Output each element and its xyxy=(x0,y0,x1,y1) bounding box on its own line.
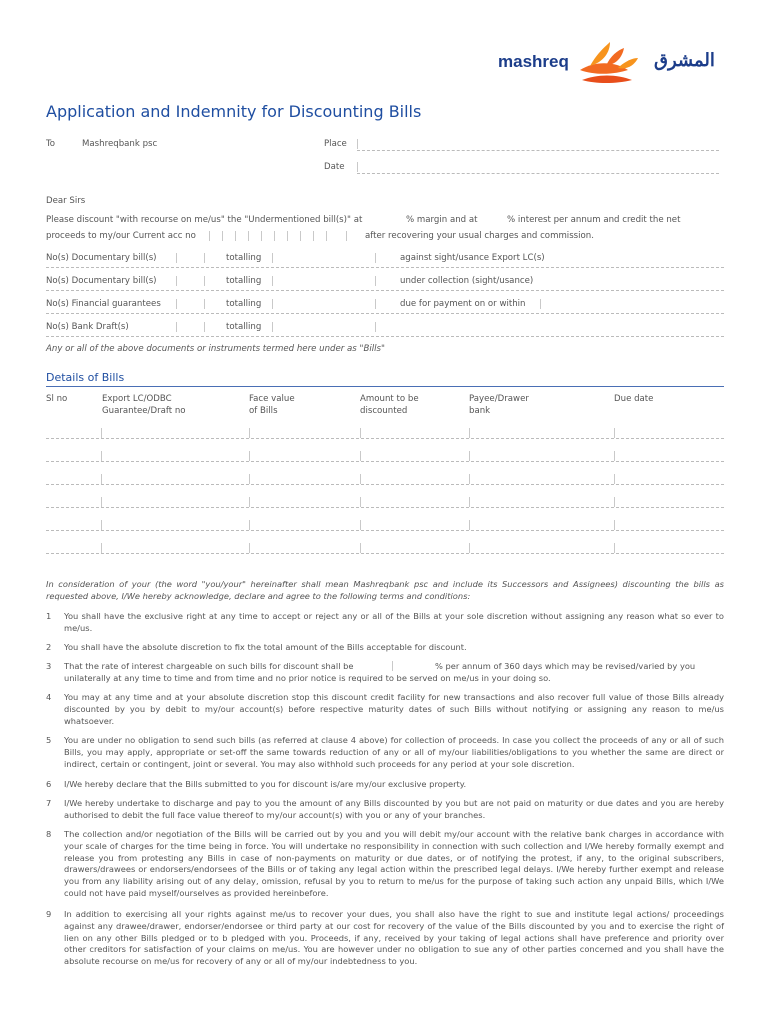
place-label: Place xyxy=(324,139,347,149)
doc-row xyxy=(0,276,770,290)
term-text: I/We hereby undertake to discharge and pay to you the amount of any Bills discounted by you but are not paid on maturity or due dates and you are hereby authorised to debit the full face value thereof to my/our account(s) with you or any of your branches. xyxy=(64,798,724,820)
doc-row-label: No(s) Bank Draft(s) xyxy=(46,322,129,332)
doc-row-right: against sight/usance Export LC(s) xyxy=(400,253,545,263)
doc-row-totalling: totalling xyxy=(226,253,262,263)
term-number: 8 xyxy=(46,829,52,839)
term-text: The collection and/or negotiation of the Bills will be carried out by you and you will debit my/our account with the relative bank charges in accordance with your scale of charges for the time being in force. You will undertake no responsibility in connection with such collection and I/We hereby formally exempt and release you from protesting any Bills in case of non-payments on maturity or due dates, or of notifying the protest, if any, to the original subscribers, drawers/drawees or endorsers/endorsees of the Bills or of taking any legal action within the prescribed legal delays. I/We hereby further exempt and release you from any liability arising out of any delay, omission, refusal by you to return to me/us for the purpose of taking such action any unpaid Bills, which I/We could not have paid myself/ourselves as provided hereinbefore. xyxy=(64,829,724,898)
term-text: You may at any time and at your absolute discretion stop this discount credit facility for new transactions and also recover full value of those Bills already discounted by you by debit to my/our account(s) before respective maturity dates of such Bills without notifying or assigning any reason to me/us whatsoever. xyxy=(64,692,724,726)
doc-row-right: under collection (sight/usance) xyxy=(400,276,534,286)
bill-row[interactable] xyxy=(0,542,770,554)
mashreq-logo-icon xyxy=(576,40,648,84)
term-number: 6 xyxy=(46,779,52,789)
term-number: 9 xyxy=(46,909,52,919)
term-number: 7 xyxy=(46,798,52,808)
brand-logo-arabic: المشرق xyxy=(654,50,715,70)
term-text: You shall have the absolute discretion to fix the total amount of the Bills acceptable for discount. xyxy=(64,642,467,652)
intro-text-e: after recovering your usual charges and commission. xyxy=(365,231,594,241)
doc-row-line[interactable] xyxy=(46,290,724,291)
page-title: Application and Indemnity for Discounting Bills xyxy=(46,102,422,121)
intro-text-c: % interest per annum and credit the net xyxy=(507,215,681,225)
intro-text-d: proceeds to my/our Current acc no xyxy=(46,231,196,241)
details-heading: Details of Bills xyxy=(46,371,125,384)
term-text-a: That the rate of interest chargeable on such bills for discount shall be xyxy=(64,661,354,671)
doc-row-right: due for payment on or within xyxy=(400,299,526,309)
interest-rate-field[interactable] xyxy=(392,661,393,671)
column-header: Sl no xyxy=(46,394,68,404)
doc-row-label: No(s) Documentary bill(s) xyxy=(46,276,157,286)
bills-note: Any or all of the above documents or instruments termed here under as "Bills" xyxy=(46,344,385,354)
doc-row-label: No(s) Financial guarantees xyxy=(46,299,161,309)
bill-row[interactable] xyxy=(0,519,770,531)
doc-row-label: No(s) Documentary bill(s) xyxy=(46,253,157,263)
term-text-b: % per annum of 360 days which may be revised/varied by you xyxy=(435,661,696,671)
term-number: 4 xyxy=(46,692,52,702)
date-field-marker xyxy=(357,162,358,172)
term-number: 3 xyxy=(46,661,52,671)
place-field-marker xyxy=(357,139,358,149)
column-header: Export LC/ODBC Guarantee/Draft no xyxy=(102,394,186,416)
column-header: Payee/Drawer bank xyxy=(469,394,529,416)
term-text: In addition to exercising all your rights against me/us to recover your dues, you shall also have the right to sue and institute legal actions/ proceedings against any drawee/drawer, endorser/endorsee or third party at our cost for recovery of the value of the Bills discounted by you and to exercise the right of lien on any other Bills pledged or to b pledged with you. Proceeds, if any, received by your taking of legal actions shall have preference and priority over other creditors for satisfaction of your claims on me/us. You are however under no obligation to sue any of other parties concerned and you shall have the absolute recourse on me/us for recovery of any or all of my/our indebtedness to you. xyxy=(64,909,724,967)
to-value: Mashreqbank psc xyxy=(82,139,158,149)
bill-row[interactable] xyxy=(0,450,770,462)
bill-row[interactable] xyxy=(0,473,770,485)
term-text: You shall have the exclusive right at any time to accept or reject any or all of the Bills at your sole discretion without assigning any reason what so ever to me/us. xyxy=(64,611,724,633)
doc-row xyxy=(0,322,770,336)
term-text-c: unilaterally at any time to time and from time and no prior notice is required to be served on me/us in your doing so. xyxy=(64,673,551,683)
date-field[interactable] xyxy=(357,173,719,174)
doc-row-totalling: totalling xyxy=(226,299,262,309)
term-number: 5 xyxy=(46,735,52,745)
column-header: Face value of Bills xyxy=(249,394,295,416)
brand-logo-text: mashreq xyxy=(498,52,569,71)
bill-row[interactable] xyxy=(0,427,770,439)
term-text: I/We hereby declare that the Bills submitted to you for discount is/are my/our exclusive property. xyxy=(64,779,467,789)
doc-row-line[interactable] xyxy=(46,267,724,268)
details-divider xyxy=(46,386,724,387)
date-label: Date xyxy=(324,162,345,172)
doc-row-line[interactable] xyxy=(46,313,724,314)
doc-row xyxy=(0,253,770,267)
doc-row-totalling: totalling xyxy=(226,322,262,332)
bill-row[interactable] xyxy=(0,496,770,508)
term-number: 1 xyxy=(46,611,52,621)
place-field[interactable] xyxy=(357,150,719,151)
column-header: Due date xyxy=(614,394,654,404)
term-number: 2 xyxy=(46,642,52,652)
doc-row xyxy=(0,299,770,313)
term-text: You are under no obligation to send such bills (as referred at clause 4 above) for collection of proceeds. In case you collect the proceeds of any or all of such Bills, you may apply, appropriate or set-off the same towards reduction of any or all of my/our liabilities/obligations to you whether the same are direct or indirect, certain or contingent, joint or several. You may also withhold such proceeds for any period at your sole discretion. xyxy=(64,735,724,769)
consideration-text: In consideration of your (the word "you/your" hereinafter shall mean Mashreqbank psc and include its Successors and Assignees) discounting the bills as requested above, I/We hereby acknowledge, declare and agree to the following terms and conditions: xyxy=(46,579,724,601)
column-header: Amount to be discounted xyxy=(360,394,419,416)
intro-text-b: % margin and at xyxy=(406,215,478,225)
to-label: To xyxy=(46,139,56,149)
doc-row-totalling: totalling xyxy=(226,276,262,286)
salutation: Dear Sirs xyxy=(46,196,86,206)
intro-text-a: Please discount "with recourse on me/us" the "Undermentioned bill(s)" at xyxy=(46,215,363,225)
doc-row-line[interactable] xyxy=(46,336,724,337)
